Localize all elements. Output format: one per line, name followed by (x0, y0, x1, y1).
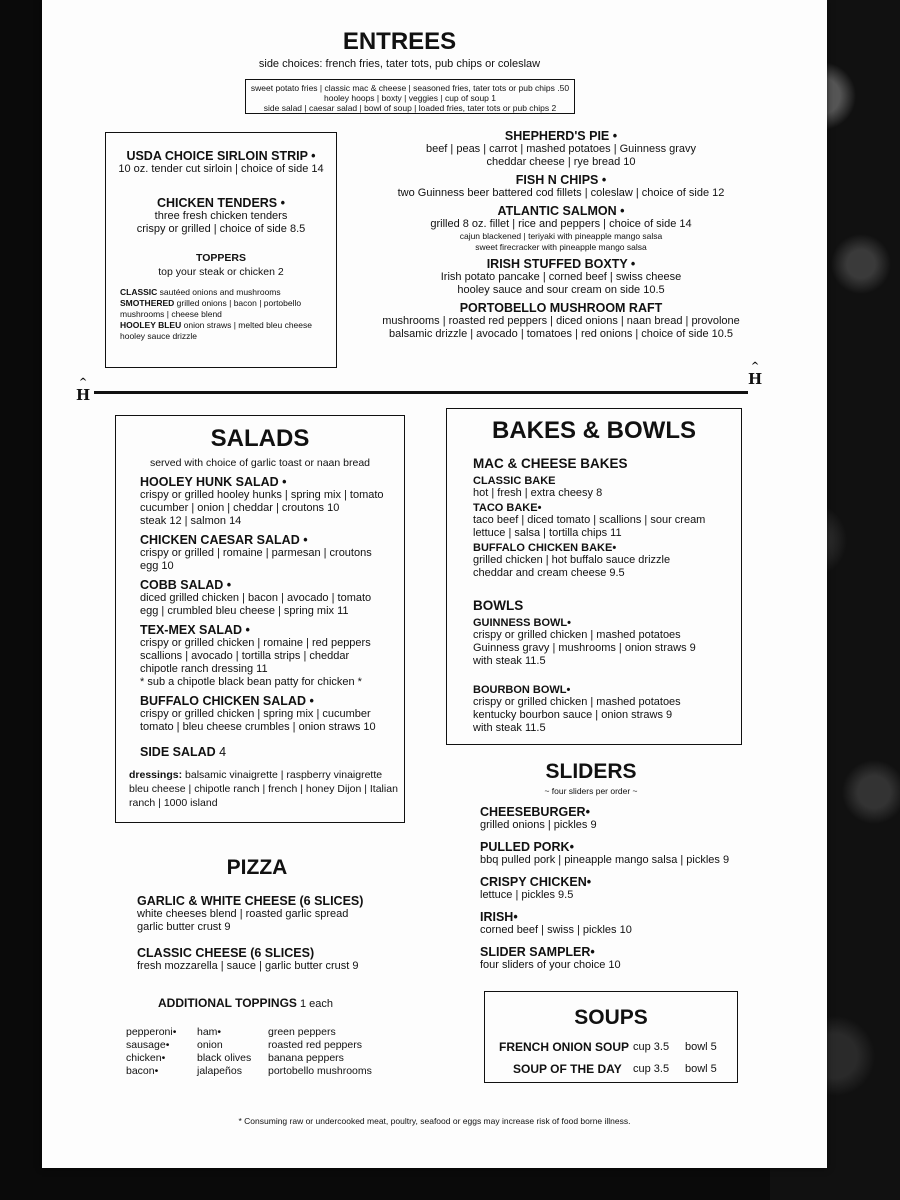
topping: jalapeños (197, 1065, 242, 1077)
topper-line: HOOLEY BLEU onion straws | melted bleu cheese (120, 320, 312, 330)
topping: sausage• (126, 1039, 170, 1051)
item-name: SLIDER SAMPLER• (480, 945, 595, 959)
menu-item (380, 257, 742, 297)
upcharge-box (245, 79, 575, 114)
menu-item (140, 578, 404, 618)
toppings-column (197, 1026, 268, 1078)
soup-cup-price: cup 3.5 (633, 1063, 670, 1075)
hooley-logo-right: ^ H (748, 361, 763, 388)
item-price: 4 (215, 745, 227, 759)
item-desc: four sliders of your choice 10 (480, 959, 621, 971)
menu-item (140, 623, 404, 689)
menu-item (480, 805, 750, 832)
dressings-line: ranch | 1000 island (129, 797, 218, 809)
item-desc: kentucky bourbon sauce | onion straws 9 (473, 709, 673, 721)
entrees-title: ENTREES (342, 28, 457, 55)
menu-item (473, 475, 741, 500)
item-desc: Guinness gravy | mushrooms | onion straws 9 (473, 642, 696, 654)
item-desc: mushrooms | roasted red peppers | diced onions | naan bread | provolone (382, 315, 740, 327)
menu-item (473, 502, 741, 540)
item-desc: crispy or grilled | choice of side 8.5 (136, 223, 306, 235)
item-desc: steak 12 | salmon 14 (140, 515, 242, 527)
item-desc: grilled onions | pickles 9 (480, 819, 597, 831)
toppings-price: 1 each (296, 998, 333, 1010)
item-desc: cheddar and cream cheese 9.5 (473, 567, 625, 579)
item-name: PORTOBELLO MUSHROOM RAFT (459, 301, 663, 315)
item-desc: hot | fresh | extra cheesy 8 (473, 487, 603, 499)
menu-item (480, 875, 750, 902)
topper-line: mushrooms | cheese blend (120, 309, 222, 319)
toppers-subtitle: top your steak or chicken 2 (158, 266, 284, 278)
item-desc: crispy or grilled chicken | spring mix | cucumber (140, 708, 371, 720)
item-desc: * sub a chipotle black bean patty for chicken * (140, 676, 362, 688)
item-desc: with steak 11.5 (473, 655, 546, 667)
dressings-line: bleu cheese | chipotle ranch | french | honey Dijon | Italian (129, 783, 398, 795)
item-name: SIDE SALAD (140, 745, 216, 759)
toppings-column (126, 1026, 197, 1078)
sliders-subtitle: ~ four sliders per order ~ (544, 786, 638, 796)
disclaimer: * Consuming raw or undercooked meat, poultry, seafood or eggs may increase risk of food borne illness. (238, 1116, 631, 1126)
pizza-section (137, 856, 437, 1010)
item-desc: hooley sauce and sour cream on side 10.5 (457, 284, 665, 296)
topper-line: CLASSIC sautéed onions and mushrooms (120, 287, 281, 297)
item-desc: crispy or grilled hooley hunks | spring mix | tomato (140, 489, 384, 501)
item-desc: beef | peas | carrot | mashed potatoes | Guinness gravy (425, 143, 697, 155)
pizza-title: PIZZA (226, 856, 288, 879)
item-name: COBB SALAD • (140, 578, 232, 592)
topping: portobello mushrooms (268, 1065, 372, 1077)
menu-item (140, 533, 404, 573)
menu-item (473, 684, 741, 735)
item-desc: egg | crumbled bleu cheese | spring mix 11 (140, 605, 349, 617)
menu-item (140, 694, 404, 734)
item-desc: with steak 11.5 (473, 722, 546, 734)
toppers-section (106, 252, 336, 278)
menu-item (473, 542, 741, 580)
item-name: GARLIC & WHITE CHEESE (6 SLICES) (137, 894, 364, 908)
dressings-line: balsamic vinaigrette | raspberry vinaigrette (182, 769, 383, 781)
item-name: CLASSIC BAKE (473, 475, 556, 487)
item-name: USDA CHOICE SIRLOIN STRIP • (126, 149, 316, 163)
menu-item (380, 173, 742, 200)
item-desc: fresh mozzarella | sauce | garlic butter crust 9 (137, 960, 359, 972)
bakes-title: BAKES & BOWLS (492, 417, 696, 444)
sliders-section (480, 760, 750, 972)
dressings-label: dressings: (129, 769, 183, 781)
toppings-header (158, 996, 437, 1010)
salads-title: SALADS (210, 425, 310, 452)
topping: bacon• (126, 1065, 159, 1077)
soup-row (499, 1036, 737, 1058)
soups-title: SOUPS (574, 1006, 648, 1029)
item-desc: cucumber | onion | cheddar | croutons 10 (140, 502, 340, 514)
topping: ham• (197, 1026, 222, 1038)
item-desc: taco beef | diced tomato | scallions | sour cream (473, 514, 706, 526)
item-desc: garlic butter crust 9 (137, 921, 231, 933)
item-desc: bbq pulled pork | pineapple mango salsa | pickles 9 (480, 854, 730, 866)
item-desc-small: sweet firecracker with pineapple mango salsa (475, 242, 647, 252)
item-name: CHICKEN TENDERS • (157, 196, 285, 210)
item-desc: corned beef | swiss | pickles 10 (480, 924, 632, 936)
bowls-title: BOWLS (473, 598, 524, 613)
soup-bowl-price: bowl 5 (685, 1063, 717, 1075)
item-desc: chipotle ranch dressing 11 (140, 663, 268, 675)
dressings (129, 768, 404, 810)
soup-cup-price: cup 3.5 (633, 1041, 670, 1053)
item-name: FISH N CHIPS • (515, 173, 607, 187)
menu-item (480, 945, 750, 972)
item-desc: white cheeses blend | roasted garlic spread (137, 908, 349, 920)
soup-name: FRENCH ONION SOUP (499, 1040, 630, 1054)
toppings-list (126, 1026, 372, 1078)
menu-item (480, 840, 750, 867)
topping: chicken• (126, 1052, 166, 1064)
topping: banana peppers (268, 1052, 344, 1064)
item-desc: lettuce | salsa | tortilla chips 11 (473, 527, 622, 539)
side-salad (140, 745, 404, 759)
item-name: CHICKEN CAESAR SALAD • (140, 533, 308, 547)
upcharge-line: sweet potato fries | classic mac & cheese | seasoned fries, tater tots or pub chips .50 (250, 83, 570, 93)
upcharge-line: hooley hoops | boxty | veggies | cup of soup 1 (323, 93, 496, 103)
item-desc-small: cajun blackened | teriyaki with pineapple mango salsa (459, 231, 663, 241)
item-desc: balsamic drizzle | avocado | tomatoes | red onions | choice of side 10.5 (388, 328, 734, 340)
topper-line: SMOTHERED grilled onions | bacon | portobello (120, 298, 302, 308)
toppings-column (268, 1026, 372, 1078)
item-desc: scallions | avocado | tortilla strips | cheddar (140, 650, 350, 662)
topping: green peppers (268, 1026, 336, 1038)
item-desc: cheddar cheese | rye bread 10 (486, 156, 636, 168)
item-name: BUFFALO CHICKEN SALAD • (140, 694, 314, 708)
item-desc: two Guinness beer battered cod fillets | coleslaw | choice of side 12 (397, 187, 725, 199)
salads-box (115, 415, 405, 823)
topping: black olives (197, 1052, 252, 1064)
item-desc: three fresh chicken tenders (154, 210, 288, 222)
menu-item (480, 910, 750, 937)
entrees-header (42, 28, 757, 70)
menu-item (106, 196, 336, 236)
item-name: SHEPHERD'S PIE • (504, 129, 618, 143)
item-name: CLASSIC CHEESE (6 SLICES) (137, 946, 315, 960)
menu-item (380, 204, 742, 253)
salads-subtitle: served with choice of garlic toast or naan bread (149, 457, 371, 469)
item-desc: lettuce | pickles 9.5 (480, 889, 574, 901)
menu-item (140, 475, 404, 528)
menu-item (380, 301, 742, 341)
item-desc: grilled 8 oz. fillet | rice and peppers | choice of side 14 (430, 218, 692, 230)
item-desc: diced grilled chicken | bacon | avocado | tomato (140, 592, 372, 604)
item-name: GUINNESS BOWL• (473, 617, 571, 629)
item-desc: 10 oz. tender cut sirloin | choice of side 14 (118, 163, 324, 175)
item-name: PULLED PORK• (480, 840, 574, 854)
topping: roasted red peppers (268, 1039, 362, 1051)
item-name: HOOLEY HUNK SALAD • (140, 475, 287, 489)
item-name: ATLANTIC SALMON • (497, 204, 625, 218)
entrees-side-choices: side choices: french fries, tater tots, pub chips or coleslaw (258, 58, 541, 70)
item-name: BOURBON BOWL• (473, 684, 571, 696)
menu-item (473, 617, 741, 668)
toppers-title: TOPPERS (196, 252, 246, 264)
soup-row (513, 1058, 737, 1080)
item-desc: Irish potato pancake | corned beef | swiss cheese (440, 271, 682, 283)
soup-bowl-price: bowl 5 (685, 1041, 717, 1053)
soup-name: SOUP OF THE DAY (513, 1062, 622, 1076)
entrees-right-column (380, 129, 742, 341)
sliders-title: SLIDERS (545, 760, 637, 783)
toppings-title: ADDITIONAL TOPPINGS (158, 996, 297, 1010)
item-desc: crispy or grilled chicken | romaine | red peppers (140, 637, 371, 649)
item-name: TACO BAKE• (473, 502, 542, 514)
topper-line: hooley sauce drizzle (120, 331, 198, 341)
item-name: TEX-MEX SALAD • (140, 623, 250, 637)
item-desc: egg 10 (140, 560, 174, 572)
topping: onion (197, 1039, 223, 1051)
bakes-bowls-box (446, 408, 742, 745)
toppers-list (120, 287, 336, 342)
item-name: IRISH• (480, 910, 518, 924)
section-divider (94, 391, 748, 394)
menu-item (380, 129, 742, 169)
menu-item (106, 149, 336, 176)
item-desc: crispy or grilled chicken | mashed potatoes (473, 629, 681, 641)
item-name: CRISPY CHICKEN• (480, 875, 592, 889)
item-name: IRISH STUFFED BOXTY • (486, 257, 636, 271)
item-desc: crispy or grilled | romaine | parmesan | croutons (140, 547, 372, 559)
item-name: BUFFALO CHICKEN BAKE• (473, 542, 617, 554)
item-desc: grilled chicken | hot buffalo sauce drizzle (473, 554, 671, 566)
hooley-logo-left: ^ H (76, 377, 91, 404)
soups-box (484, 991, 738, 1083)
item-desc: crispy or grilled chicken | mashed potatoes (473, 696, 681, 708)
topping: pepperoni• (126, 1026, 177, 1038)
item-desc: tomato | bleu cheese crumbles | onion straws 10 (140, 721, 376, 733)
mac-cheese-title: MAC & CHEESE BAKES (473, 456, 628, 471)
menu-item (137, 894, 437, 934)
menu-page (42, 0, 827, 1168)
entrees-left-box (105, 132, 337, 368)
menu-item (137, 946, 437, 973)
upcharge-line: side salad | caesar salad | bowl of soup | loaded fries, tater tots or pub chips 2 (263, 103, 557, 113)
item-name: CHEESEBURGER• (480, 805, 590, 819)
